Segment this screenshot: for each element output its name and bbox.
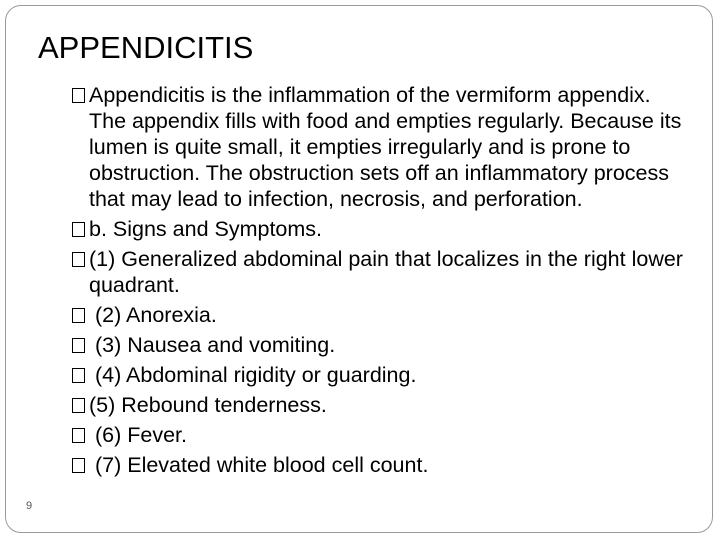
checkbox-bullet-icon [72,252,85,267]
slide-number: 9 [26,500,33,512]
bullet-text: Appendicitis is the inflammation of the vermiform appendix. The appendix fills with food and empties regularly. Because its lumen is quite small, it empties irregularly and is prone to obstruction. The obstruction sets off an inflammatory process that may lead to infection, necrosis, and perforation. [89,83,682,211]
bullet-item [72,422,692,448]
bullet-item [72,246,692,298]
bullet-text: (5) Rebound tenderness. [89,393,327,417]
bullet-text: (6) Fever. [89,423,187,447]
bullet-text: (4) Abdominal rigidity or guarding. [89,363,417,387]
bullet-item [72,392,692,418]
checkbox-bullet-icon [72,368,85,383]
bullet-text: (1) Generalized abdominal pain that localizes in the right lower quadrant. [89,247,683,297]
checkbox-bullet-icon [72,88,85,103]
bullet-item [72,82,692,212]
bullet-item [72,452,692,478]
checkbox-bullet-icon [72,222,85,237]
bullet-item [72,302,692,328]
bullet-text: (2) Anorexia. [89,303,217,327]
checkbox-bullet-icon [72,398,85,413]
bullet-item [72,216,692,242]
bullet-text: (3) Nausea and vomiting. [89,333,336,357]
checkbox-bullet-icon [72,458,85,473]
checkbox-bullet-icon [72,428,85,443]
checkbox-bullet-icon [72,308,85,323]
slide-title: APPENDICITIS [38,30,254,65]
bullet-text: b. Signs and Symptoms. [89,217,323,241]
bullet-item [72,362,692,388]
bullet-list [72,82,692,482]
bullet-item [72,332,692,358]
bullet-text: (7) Elevated white blood cell count. [89,453,429,477]
checkbox-bullet-icon [72,338,85,353]
